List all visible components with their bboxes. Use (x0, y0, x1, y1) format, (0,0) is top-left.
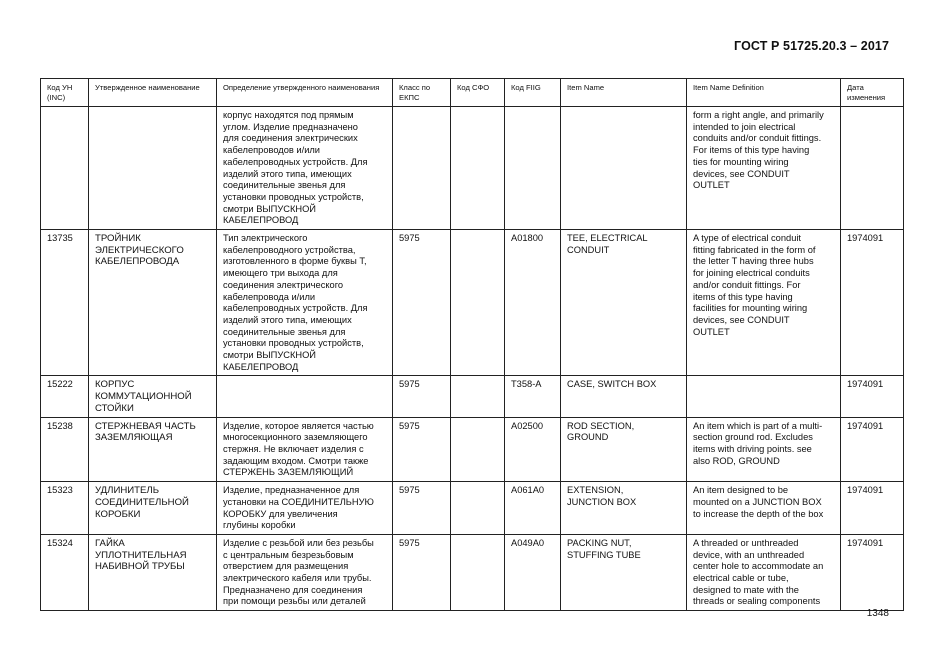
cell-sfo (451, 230, 505, 376)
cell-definition-ru: Изделие, предназначенное для установки на СОЕДИНИТЕЛЬНУЮ КОРОБКУ для увеличения глубины коробки (217, 482, 393, 535)
cell-ekps: 5975 (393, 230, 451, 376)
table-row (41, 376, 904, 417)
column-header-ekps: Класс по ЕКПС (393, 79, 451, 107)
cell-definition-ru: Тип электрического кабелепроводного устройства, изготовленного в форме буквы Т, имеющего три выхода для соединения электрического кабелепровода и/или кабелепроводных устройств. Для изделий этого типа, имеющих соединительные звенья для установки проводных устройств, смотри ВЫПУСКНОЙ КАБЕЛЕПРОВОД (217, 230, 393, 376)
cell-fiig: A01800 (505, 230, 561, 376)
cell-name-ru: УДЛИНИТЕЛЬ СОЕДИНИТЕЛЬНОЙ КОРОБКИ (89, 482, 217, 535)
table-header-row (41, 79, 904, 107)
cell-date: 1974091 (841, 534, 904, 610)
table-row (41, 482, 904, 535)
column-header-item-name: Item Name (561, 79, 687, 107)
cell-date: 1974091 (841, 417, 904, 482)
table-row (41, 107, 904, 230)
cell-item-definition: form a right angle, and primarily intended to join electrical conduits and/or conduit fittings. For items of this type having ties for mounting wiring devices, see CONDUIT OUTLET (687, 107, 841, 230)
column-header-date: Дата изменения (841, 79, 904, 107)
cell-fiig: A049A0 (505, 534, 561, 610)
specification-table (40, 78, 904, 611)
cell-name-ru: ТРОЙНИК ЭЛЕКТРИЧЕСКОГО КАБЕЛЕПРОВОДА (89, 230, 217, 376)
column-header-definition-ru: Определение утвержденного наименования (217, 79, 393, 107)
column-header-sfo: Код СФО (451, 79, 505, 107)
cell-inc: 15222 (41, 376, 89, 417)
cell-sfo (451, 107, 505, 230)
cell-ekps: 5975 (393, 417, 451, 482)
cell-name-ru: СТЕРЖНЕВАЯ ЧАСТЬ ЗАЗЕМЛЯЮЩАЯ (89, 417, 217, 482)
column-header-item-definition: Item Name Definition (687, 79, 841, 107)
cell-date: 1974091 (841, 482, 904, 535)
cell-inc: 15238 (41, 417, 89, 482)
cell-item-definition: An item designed to be mounted on a JUNCTION BOX to increase the depth of the box (687, 482, 841, 535)
cell-item-definition: A type of electrical conduit fitting fabricated in the form of the letter T having three hubs for joining electrical conduits and/or conduit fittings. For items of this type having facilities for mounting wiring devices, see CONDUIT OUTLET (687, 230, 841, 376)
cell-inc: 15323 (41, 482, 89, 535)
table-row (41, 230, 904, 376)
cell-fiig: A061A0 (505, 482, 561, 535)
cell-inc (41, 107, 89, 230)
cell-sfo (451, 376, 505, 417)
cell-sfo (451, 534, 505, 610)
cell-date: 1974091 (841, 376, 904, 417)
cell-name-ru: КОРПУС КОММУТАЦИОННОЙ СТОЙКИ (89, 376, 217, 417)
cell-name-ru (89, 107, 217, 230)
cell-fiig: A02500 (505, 417, 561, 482)
cell-item-definition: An item which is part of a multi- section ground rod. Excludes items with driving points. see also ROD, GROUND (687, 417, 841, 482)
cell-item-definition: A threaded or unthreaded device, with an unthreaded center hole to accommodate an electrical cable or tube, designed to mate with the threads or sealing components (687, 534, 841, 610)
cell-date: 1974091 (841, 230, 904, 376)
cell-ekps: 5975 (393, 534, 451, 610)
cell-item-definition (687, 376, 841, 417)
cell-item-name: TEE, ELECTRICAL CONDUIT (561, 230, 687, 376)
cell-definition-ru: Изделие с резьбой или без резьбы с центральным безрезьбовым отверстием для размещения электрического кабеля или трубы. Предназначено для соединения при помощи резьбы или деталей (217, 534, 393, 610)
cell-inc: 13735 (41, 230, 89, 376)
cell-definition-ru (217, 376, 393, 417)
page-number: 1348 (866, 608, 889, 619)
cell-ekps (393, 107, 451, 230)
table-row (41, 417, 904, 482)
cell-item-name: EXTENSION, JUNCTION BOX (561, 482, 687, 535)
cell-item-name: CASE, SWITCH BOX (561, 376, 687, 417)
column-header-inc: Код УН (INC) (41, 79, 89, 107)
cell-sfo (451, 417, 505, 482)
cell-definition-ru: корпус находятся под прямым углом. Изделие предназначено для соединения электрических кабелепроводов и/или кабелепроводных устройств. Для изделий этого типа, имеющих соединительные звенья для установки проводных устройств, смотри ВЫПУСКНОЙ КАБЕЛЕПРОВОД (217, 107, 393, 230)
cell-fiig (505, 107, 561, 230)
cell-name-ru: ГАЙКА УПЛОТНИТЕЛЬНАЯ НАБИВНОЙ ТРУБЫ (89, 534, 217, 610)
cell-sfo (451, 482, 505, 535)
table-row (41, 534, 904, 610)
column-header-name-ru: Утвержденное наименование (89, 79, 217, 107)
cell-ekps: 5975 (393, 376, 451, 417)
cell-definition-ru: Изделие, которое является частью многосекционного заземляющего стержня. Не включает изделия с задающим входом. Смотри также СТЕРЖЕНЬ ЗАЗЕМЛЯЮЩИЙ (217, 417, 393, 482)
cell-item-name: ROD SECTION, GROUND (561, 417, 687, 482)
cell-ekps: 5975 (393, 482, 451, 535)
document-code: ГОСТ Р 51725.20.3 – 2017 (734, 39, 889, 53)
cell-fiig: T358-A (505, 376, 561, 417)
cell-item-name: PACKING NUT, STUFFING TUBE (561, 534, 687, 610)
column-header-fiig: Код FIIG (505, 79, 561, 107)
cell-date (841, 107, 904, 230)
cell-inc: 15324 (41, 534, 89, 610)
cell-item-name (561, 107, 687, 230)
